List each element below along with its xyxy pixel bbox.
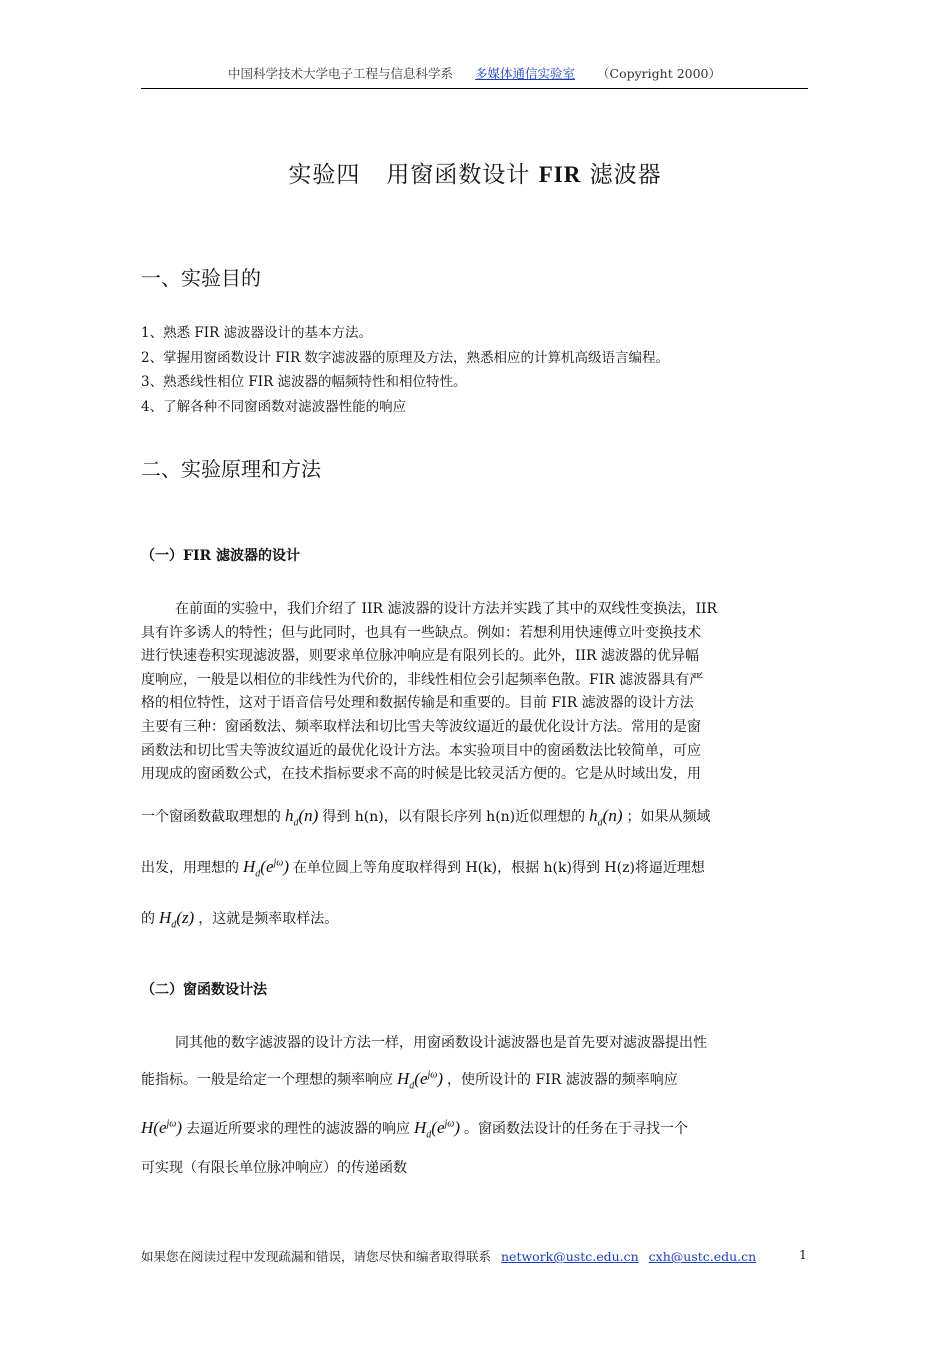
paragraph-line: 度响应，一般是以相位的非线性为代价的，非线性相位会引起频率色散。FIR 滤波器具有严 — [141, 671, 704, 688]
formula-Hd-ejw: $H_d(e^{j\omega})$ — [397, 1069, 444, 1092]
paragraph-line: 进行快速卷积实现滤波器，则要求单位脉冲响应是有限列长的。此外，IIR 滤波器的优异幅 — [141, 648, 700, 665]
section-heading-principles: 二、实验原理和方法 — [141, 457, 321, 481]
header-copyright: （Copyright 2000） — [597, 66, 722, 81]
paragraph-window-method: 同其他的数字滤波器的设计方法一样，用窗函数设计滤波器也是首先要对滤波器提出性 — [175, 1035, 707, 1051]
paragraph-line-with-formula: 的 $H_d(z)$ ，这就是频率取样法。 — [141, 908, 339, 931]
paragraph-line-with-formula: 能指标。一般是给定一个理想的频率响应 $H_d(e^{j\omega})$ ，使所设计的 FIR 滤波器的频率响应 — [141, 1069, 678, 1092]
formula-Hd-ejw: $H_d(e^{j\omega})$ — [243, 857, 290, 880]
section-heading-objectives: 一、实验目的 — [141, 266, 261, 290]
paragraph-line-with-formula: 出发，用理想的 $H_d(e^{j\omega})$ 在单位圆上等角度取样得到 H(k)，根据 h(k)得到 H(z)将逼近理想 — [141, 857, 705, 880]
header-lab-link[interactable]: 多媒体通信实验室 — [475, 66, 576, 81]
footer-email-link[interactable]: network@ustc.edu.cn — [501, 1249, 639, 1264]
paragraph-line: 函数法和切比雪夫等波纹逼近的最优化设计方法。本实验项目中的窗函数法比较简单，可应 — [141, 742, 701, 759]
formula-H-ejw: $H(e^{j\omega})$ — [141, 1118, 183, 1137]
list-item: 3、熟悉线性相位 FIR 滤波器的幅频特性和相位特性。 — [141, 374, 467, 390]
footer-note: 如果您在阅读过程中发现疏漏和错误，请您尽快和编者取得联系 — [141, 1249, 492, 1264]
page-footer — [141, 1247, 807, 1265]
paragraph-line: 在前面的实验中，我们介绍了 IIR 滤波器的设计方法并实践了其中的双线性变换法，IIR — [175, 601, 718, 617]
title-filter: 滤波器 — [589, 162, 662, 188]
formula-Hd-ejw: $H_d(e^{j\omega})$ — [414, 1118, 461, 1141]
page-header — [141, 64, 808, 89]
subsection-heading-fir-design: （一）FIR 滤波器的设计 — [141, 548, 300, 564]
page-number: 1 — [799, 1247, 807, 1262]
list-item: 4、了解各种不同窗函数对滤波器性能的响应 — [141, 398, 407, 415]
paragraph-line: 用现成的窗函数公式，在技术指标要求不高的时候是比较灵活方便的。它是从时域出发，用 — [141, 766, 701, 783]
paragraph-line-with-formula: $H(e^{j\omega})$ 去逼近所要求的理性的滤波器的响应 $H_d(e^{j\omega})$ 。窗函数法设计的任务在于寻找一个 — [141, 1118, 689, 1141]
paragraph-fir-design — [141, 598, 807, 787]
paragraph-line-with-formula: 一个窗函数截取理想的 $h_d(n)$ 得到 h(n)，以有限长序列 h(n)近似理想的 $h_d(n)$ ；如果从频域 — [141, 806, 711, 829]
paragraph-window-method-end: 可实现（有限长单位脉冲响应）的传递函数 — [141, 1160, 407, 1176]
header-department: 中国科学技术大学电子工程与信息科学系 — [227, 66, 453, 81]
title-fir: FIR — [538, 162, 582, 187]
title-text: 用窗函数设计 — [386, 162, 531, 188]
list-item: 2、掌握用窗函数设计 FIR 数字滤波器的原理及方法，熟悉相应的计算机高级语言编程。 — [141, 349, 670, 366]
subsection-heading-window-method: （二）窗函数设计法 — [141, 982, 267, 998]
objectives-list — [141, 321, 669, 419]
title-experiment-number: 实验四 — [288, 162, 361, 188]
paragraph-line: 主要有三种：窗函数法、频率取样法和切比雪夫等波纹逼近的最优化设计方法。常用的是窗 — [141, 718, 701, 735]
paragraph-line: 格的相位特性，这对于语音信号处理和数据传输是和重要的。目前 FIR 滤波器的设计方法 — [141, 695, 694, 712]
list-item: 1、熟悉 FIR 滤波器设计的基本方法。 — [141, 325, 373, 341]
document-title — [0, 156, 950, 189]
formula-Hd-z: $H_d(z)$ — [159, 908, 195, 931]
formula-hd-n: $h_d(n)$ — [589, 806, 623, 829]
formula-hd-n: $h_d(n)$ — [285, 806, 319, 829]
paragraph-line: 具有许多诱人的特性；但与此同时，也具有一些缺点。例如：若想利用快速傅立叶变换技术 — [141, 624, 701, 641]
footer-email-link[interactable]: cxh@ustc.edu.cn — [648, 1249, 757, 1264]
